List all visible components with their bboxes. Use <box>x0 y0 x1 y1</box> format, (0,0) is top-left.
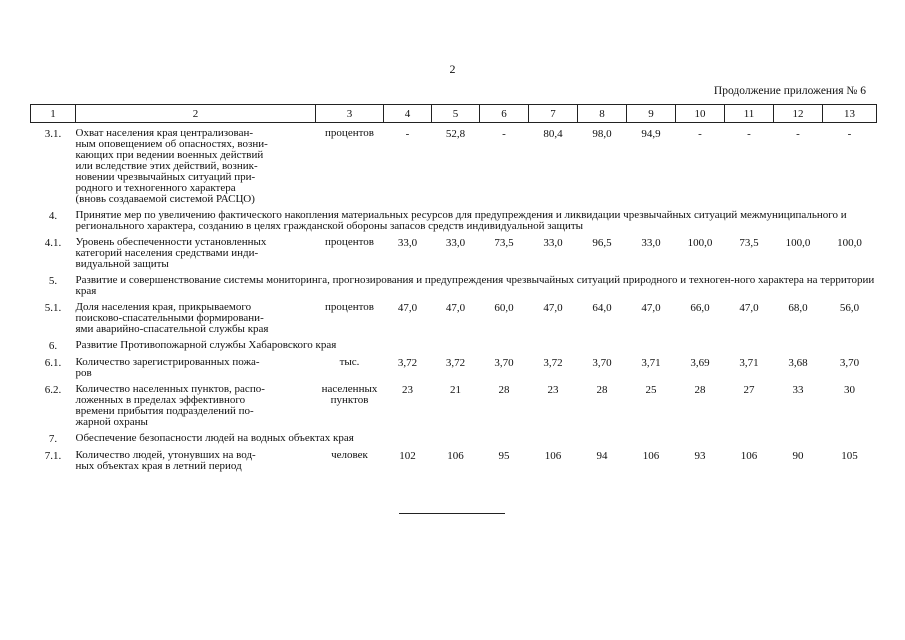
column-header: 7 <box>529 105 578 123</box>
value-cell: 3,71 <box>641 357 661 369</box>
table-row <box>31 297 877 335</box>
indicator-name-line: новении чрезвычайных ситуаций при- <box>75 171 256 183</box>
indicator-name <box>76 445 316 472</box>
value-cell: 3,72 <box>543 357 563 369</box>
continuation-label: Продолжение приложения № 6 <box>713 85 866 97</box>
value-cell: 66,0 <box>690 302 710 314</box>
section-row <box>31 270 877 297</box>
section-title: Обеспечение безопасности людей на водных объектах края <box>75 432 354 444</box>
row-number: 3.1. <box>44 128 62 140</box>
unit-line: тыс. <box>339 356 360 368</box>
value-cell: - <box>698 128 702 140</box>
indicator-name-line: категорий населения средствами инди- <box>75 247 259 259</box>
value-cell: 28 <box>596 384 608 396</box>
value-cell: 28 <box>498 384 510 396</box>
value-cell: 73,5 <box>739 237 759 249</box>
indicator-name-line: жарной охраны <box>75 416 148 428</box>
column-header: 3 <box>316 105 384 123</box>
value-cell: - <box>747 128 751 140</box>
value-cell: 93 <box>694 450 706 462</box>
value-cell: 95 <box>498 450 510 462</box>
value-cell: 3,70 <box>839 357 860 369</box>
value-cell: 25 <box>645 384 657 396</box>
column-header: 1 <box>31 105 76 123</box>
column-header: 8 <box>578 105 627 123</box>
unit-of-measure <box>316 352 384 379</box>
column-header: 5 <box>432 105 480 123</box>
indicator-name <box>76 297 316 335</box>
unit-line: процентов <box>325 301 374 313</box>
value-cell: 106 <box>544 450 562 462</box>
value-cell: 102 <box>399 450 416 462</box>
row-number: 6.1. <box>44 357 62 369</box>
value-cell: 3,69 <box>690 357 710 369</box>
section-row <box>31 205 877 232</box>
indicator-name-line: ров <box>75 367 92 379</box>
header-row <box>31 105 877 123</box>
indicator-name-line: поисково-спасательными формировани- <box>75 312 264 324</box>
value-cell: 106 <box>740 450 758 462</box>
indicator-name <box>76 352 316 379</box>
unit-line: населенных <box>321 383 378 395</box>
value-cell: 47,0 <box>445 302 466 314</box>
column-header: 2 <box>76 105 316 123</box>
value-cell: 105 <box>841 450 858 462</box>
value-cell: 27 <box>743 384 755 396</box>
unit-of-measure <box>316 445 384 472</box>
column-header: 9 <box>627 105 676 123</box>
value-cell: 94,9 <box>641 128 661 140</box>
value-cell: 33,0 <box>445 237 466 249</box>
value-cell: 30 <box>844 384 855 396</box>
footer-divider <box>399 513 505 514</box>
value-cell: 52,8 <box>445 128 466 140</box>
column-header: 11 <box>725 105 774 123</box>
table-row <box>31 379 877 428</box>
table-row <box>31 445 877 472</box>
value-cell: 80,4 <box>543 128 563 140</box>
value-cell: 60,0 <box>494 302 514 314</box>
value-cell: 56,0 <box>839 302 860 314</box>
table-row <box>31 232 877 270</box>
value-cell: 28 <box>694 384 706 396</box>
unit-of-measure <box>316 232 384 270</box>
indicator-name <box>76 232 316 270</box>
row-number: 7. <box>48 433 58 445</box>
indicator-name-line: Количество людей, утонувших на вод- <box>75 449 256 461</box>
value-cell: 33,0 <box>397 237 418 249</box>
indicator-name-line: Количество зарегистрированных пожа- <box>75 356 260 368</box>
column-header: 12 <box>774 105 823 123</box>
section-title: Принятие мер по увеличению фактического накопления материальных ресурсов для предупреждения и ликвидации чрезвычайных ситуаций межмуниципального и регионального характера, созданию в целях гражданской обороны запасов средств индивидуальной защиты <box>75 209 847 232</box>
row-number: 7.1. <box>44 450 62 462</box>
row-number: 4. <box>48 210 58 222</box>
value-cell: - <box>405 128 410 140</box>
unit-line: процентов <box>325 127 374 139</box>
indicator-name-line: родного и техногенного характера <box>75 182 236 194</box>
value-cell: 90 <box>792 450 804 462</box>
indicator-name <box>76 123 316 206</box>
value-cell: 47,0 <box>397 302 418 314</box>
value-cell: 100,0 <box>687 237 713 249</box>
value-cell: 3,70 <box>592 357 612 369</box>
section-title: Развитие и совершенствование системы мониторинга, прогнозирования и предупреждения чрезвычайных ситуаций природного и техноген-ного характера на территории края <box>75 274 875 297</box>
section-title: Развитие Противопожарной службы Хабаровского края <box>75 339 337 351</box>
column-header: 13 <box>823 105 877 123</box>
value-cell: 47,0 <box>641 302 661 314</box>
column-header: 4 <box>384 105 432 123</box>
value-cell: 64,0 <box>592 302 612 314</box>
value-cell: - <box>847 128 852 140</box>
indicator-name-line: Уровень обеспеченности установленных <box>75 236 267 248</box>
indicator-name-line: времени прибытия подразделений по- <box>75 405 254 417</box>
indicator-name-line: Доля населения края, прикрываемого <box>75 301 252 313</box>
indicator-name-line: видуальной защиты <box>75 258 169 270</box>
value-cell: 3,68 <box>788 357 808 369</box>
indicators-table <box>30 104 877 472</box>
unit-line: процентов <box>325 236 374 248</box>
unit-of-measure <box>316 297 384 335</box>
value-cell: - <box>796 128 800 140</box>
row-number: 6.2. <box>44 384 62 396</box>
unit-line: человек <box>331 449 368 461</box>
value-cell: 3,71 <box>739 357 759 369</box>
indicator-name-line: ложенных в пределах эффективного <box>75 394 246 406</box>
unit-of-measure <box>316 379 384 428</box>
value-cell: 3,70 <box>494 357 514 369</box>
table-body <box>31 123 877 473</box>
value-cell: 68,0 <box>788 302 808 314</box>
value-cell: 33 <box>792 384 804 396</box>
value-cell: 3,72 <box>445 357 466 369</box>
value-cell: 96,5 <box>592 237 612 249</box>
value-cell: 106 <box>447 450 464 462</box>
value-cell: - <box>502 128 506 140</box>
table-row <box>31 352 877 379</box>
indicator-name-line: Количество населенных пунктов, распо- <box>75 383 265 395</box>
section-row <box>31 335 877 352</box>
table-row <box>31 123 877 206</box>
section-row <box>31 428 877 445</box>
row-number: 5. <box>48 275 58 287</box>
value-cell: 33,0 <box>641 237 661 249</box>
value-cell: 23 <box>402 384 413 396</box>
indicator-name-line: кающих при ведении военных действий <box>75 149 264 161</box>
column-header: 10 <box>676 105 725 123</box>
row-number: 5.1. <box>44 302 62 314</box>
column-header: 6 <box>480 105 529 123</box>
indicator-name-line: или вследствие этих действий, возник- <box>75 160 258 172</box>
row-number: 6. <box>48 340 58 352</box>
page-number: 2 <box>449 62 456 76</box>
value-cell: 100,0 <box>785 237 811 249</box>
indicator-name-line: ным оповещением об опасностях, возни- <box>75 138 268 150</box>
value-cell: 3,72 <box>397 357 418 369</box>
indicator-name-line: Охват населения края централизован- <box>75 127 254 139</box>
value-cell: 47,0 <box>543 302 563 314</box>
value-cell: 98,0 <box>592 128 612 140</box>
value-cell: 47,0 <box>739 302 759 314</box>
indicator-name <box>76 379 316 428</box>
indicator-name-line: (вновь создаваемой системой РАСЦО) <box>75 193 255 205</box>
unit-line: пунктов <box>330 394 369 406</box>
value-cell: 23 <box>547 384 559 396</box>
value-cell: 73,5 <box>494 237 514 249</box>
row-number: 4.1. <box>44 237 62 249</box>
value-cell: 94 <box>596 450 608 462</box>
value-cell: 21 <box>450 384 461 396</box>
unit-of-measure <box>316 123 384 206</box>
value-cell: 33,0 <box>543 237 563 249</box>
value-cell: 100,0 <box>837 237 862 249</box>
value-cell: 106 <box>642 450 660 462</box>
indicator-name-line: ями аварийно-спасательной службы края <box>75 323 269 335</box>
indicator-name-line: ных объектах края в летний период <box>75 460 242 472</box>
